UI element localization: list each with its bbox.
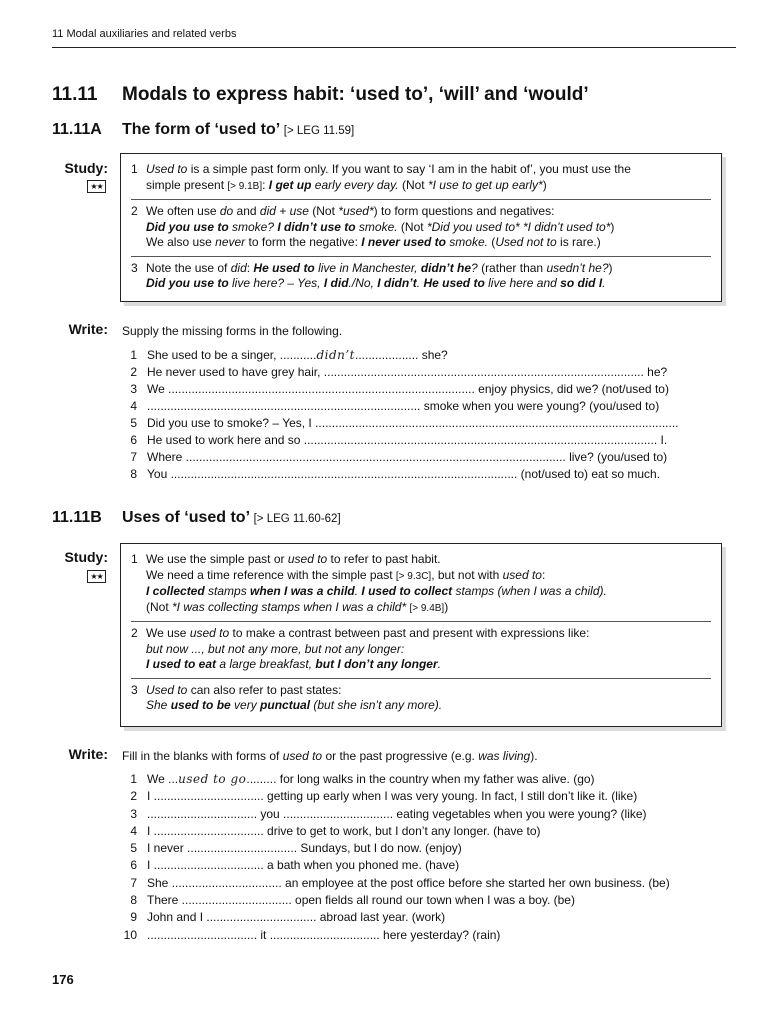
study-line: Did you use to smoke? I didn’t use to smoke. (Not *Did you used to* *I didn’t used to*) xyxy=(146,219,615,234)
exercise-item[interactable]: 2 I ................................. getting up early when I was very young. In fact, I still don’t like it. (like) xyxy=(130,789,638,804)
chapter-header: 11 Modal auxiliaries and related verbs xyxy=(52,28,736,48)
write-b-instruction: Fill in the blanks with forms of used to or the past progressive (e.g. was living). xyxy=(122,749,538,763)
exercise-item[interactable]: 3 We ............................................................................................ enjoy physics, did we? (not/used to) xyxy=(130,382,669,396)
study-line: (Not *I was collecting stamps when I was a child* [> 9.4B]) xyxy=(146,599,449,614)
exercise-list-b xyxy=(122,771,736,944)
exercise-item[interactable]: 3 ................................. you ................................. eating vegetables when you were young? (like) xyxy=(130,806,647,821)
handwritten-answer: used to go xyxy=(178,772,247,786)
item-number: 2 xyxy=(131,626,138,640)
exercise-item[interactable]: 4 .................................................................................. smoke when you were young? (you/used to) xyxy=(130,399,660,413)
exercise-item[interactable]: 1 We ...used to go......... for long walks in the country when my father was alive. (go) xyxy=(130,772,595,786)
write-a-instruction: Supply the missing forms in the following. xyxy=(122,324,343,338)
exercise-item[interactable]: 1 She used to be a singer, ...........didn’t................... she? xyxy=(130,348,448,362)
study-line: but now ..., but not any more, but not any longer: xyxy=(146,641,405,656)
study-box-b xyxy=(120,543,722,727)
study-line: We use the simple past or used to to refer to past habit. xyxy=(146,552,441,566)
exercise-item[interactable]: 7 She ................................. an employee at the post office before she started her own business. (be) xyxy=(130,875,670,890)
study-line: I used to eat a large breakfast, but I don’t any longer. xyxy=(146,657,441,671)
section-title-text: Modals to express habit: ‘used to’, ‘will’ and ‘would’ xyxy=(122,84,589,105)
exercise-item[interactable]: 2 He never used to have grey hair, ................................................................................................ he? xyxy=(130,365,668,379)
exercise-item[interactable]: 6 He used to work here and so .......................................................................................................... I. xyxy=(130,433,668,447)
study-line: We use used to to make a contrast between past and present with expressions like: xyxy=(146,626,590,640)
study-b-item-3 xyxy=(131,678,711,719)
subsection-b-title xyxy=(52,509,742,527)
study-a-item-2 xyxy=(131,199,711,256)
subsection-b-number: 11.11B xyxy=(52,509,102,526)
exercise-item[interactable]: 6 I ................................. a bath when you phoned me. (have) xyxy=(130,858,460,873)
study-b-item-2 xyxy=(131,621,711,678)
exercise-item[interactable]: 4 I ................................. drive to get to work, but I don’t any longer. (have to) xyxy=(130,823,541,838)
study-label-a: Study: xyxy=(64,160,108,176)
item-number: 3 xyxy=(131,682,138,697)
item-number: 1 xyxy=(131,552,138,566)
study-line: Note the use of did: He used to live in Manchester, didn’t he? (rather than usedn’t he?) xyxy=(146,260,613,275)
study-line: She used to be very punctual (but she isn’t any more). xyxy=(146,698,443,712)
exercise-item[interactable]: 10 ................................. it ................................. here yesterday? (rain) xyxy=(123,927,501,942)
item-number: 1 xyxy=(131,162,138,176)
study-line: Used to is a simple past form only. If you want to say ‘I am in the habit of’, you must use the xyxy=(146,162,631,176)
study-line: I collected stamps when I was a child. I used to collect stamps (when I was a child). xyxy=(146,584,607,598)
study-b-item-1 xyxy=(131,548,711,621)
study-line: simple present [> 9.1B]: I get up early every day. (Not *I use to get up early*) xyxy=(146,177,547,192)
difficulty-stars-icon: ★★ xyxy=(87,180,106,193)
write-label-a: Write: xyxy=(68,321,108,337)
exercise-item[interactable]: 8 There ................................. open fields all round our town when I was a boy. (be) xyxy=(130,893,575,908)
exercise-item[interactable]: 8 You ........................................................................................................ (not/used to) eat so much. xyxy=(130,467,661,481)
exercise-item[interactable]: 5 Did you use to smoke? – Yes, I ............................................................................................................. xyxy=(130,416,679,430)
section-title xyxy=(52,84,742,106)
section-number: 11.11 xyxy=(52,84,98,105)
exercise-item[interactable]: 9 John and I ................................. abroad last year. (work) xyxy=(130,910,446,925)
exercise-item[interactable]: 7 Where .................................................................................................................. live? (you/used to) xyxy=(130,450,668,464)
subsection-a-title-text: The form of ‘used to’ xyxy=(122,121,280,138)
difficulty-stars-icon: ★★ xyxy=(87,570,106,583)
exercise-item[interactable]: 5 I never ................................. Sundays, but I do now. (enjoy) xyxy=(130,841,462,856)
study-box-a xyxy=(120,153,722,302)
subsection-b-ref: [> LEG 11.60-62] xyxy=(253,513,341,525)
exercise-list-a xyxy=(122,347,736,483)
subsection-a-ref: [> LEG 11.59] xyxy=(283,125,355,137)
study-line: We often use do and did + use (Not *used*) to form questions and negatives: xyxy=(146,204,555,218)
study-line: We also use never to form the negative: I never used to smoke. (Used not to is rare.) xyxy=(146,235,601,249)
write-label-b: Write: xyxy=(68,746,108,762)
handwritten-answer: didn’t xyxy=(316,348,356,362)
subsection-b-title-text: Uses of ‘used to’ xyxy=(122,509,250,526)
item-number: 2 xyxy=(131,204,138,218)
study-a-item-1 xyxy=(131,158,711,199)
item-number: 3 xyxy=(131,260,138,275)
subsection-a-title xyxy=(52,121,742,139)
subsection-a-number: 11.11A xyxy=(52,121,102,138)
page-number: 176 xyxy=(52,972,74,987)
study-label-b: Study: xyxy=(64,549,108,565)
study-line: Did you use to live here? – Yes, I did./No, I didn’t. He used to live here and so did I. xyxy=(146,276,606,290)
study-a-item-3 xyxy=(131,256,711,297)
study-line: We need a time reference with the simple past [> 9.3C], but not with used to: xyxy=(146,567,546,582)
study-line: Used to can also refer to past states: xyxy=(146,682,342,697)
